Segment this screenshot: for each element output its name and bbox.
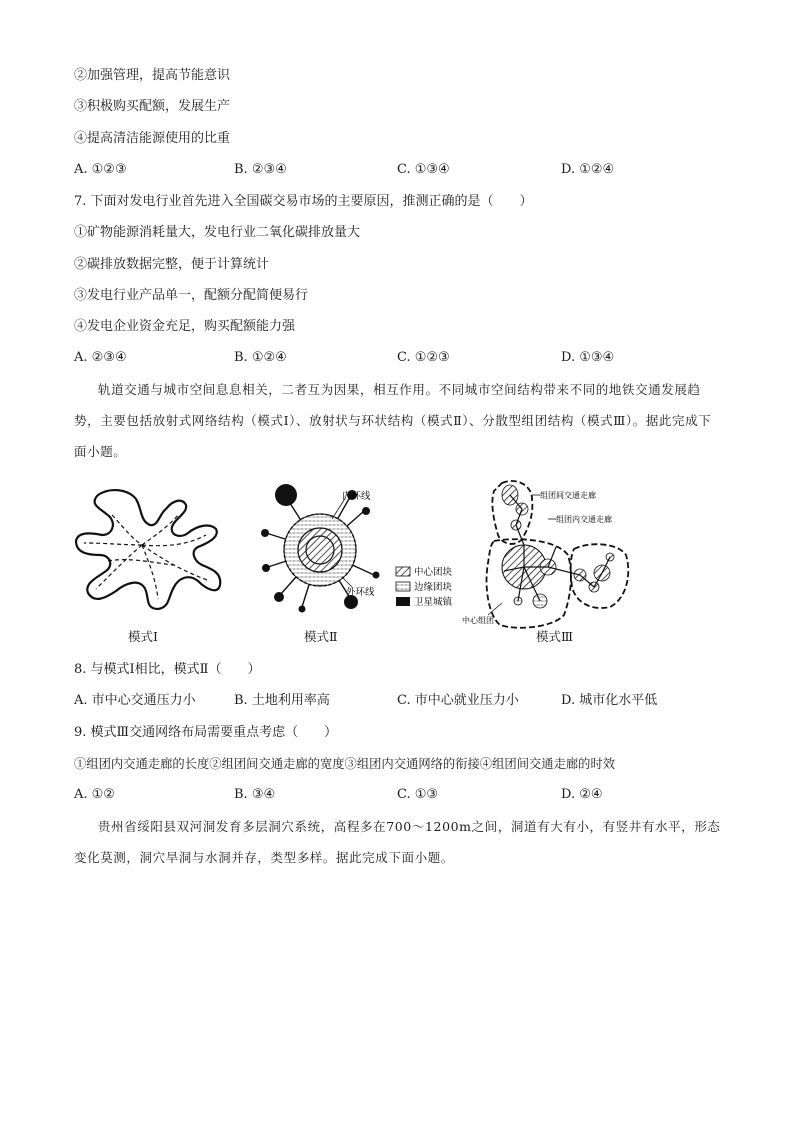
model-3-diagram <box>462 481 628 628</box>
q6-item-4: ④提高清洁能源使用的比重 <box>74 131 231 146</box>
q9-items: ①组团内交通走廊的长度②组团间交通走廊的宽度③组团内交通网络的衔接④组团间交通走廊的时效 <box>74 757 616 771</box>
between-cluster-corridor-label: 组团间交通走廊 <box>540 491 596 500</box>
legend-satellite-town: 卫星城镇 <box>414 597 453 608</box>
outer-ring-label: 外环线 <box>346 587 375 598</box>
inner-ring-label: 内环线 <box>342 491 371 502</box>
caption-model-3: 模式Ⅲ <box>536 629 574 644</box>
q8-option-a[interactable]: A. 市中心交通压力小 <box>74 693 196 708</box>
q7-option-c[interactable]: C. ①②③ <box>397 350 450 365</box>
figure-legend <box>396 566 454 608</box>
within-cluster-corridor-label: 组团内交通走廊 <box>556 515 612 524</box>
q9-option-d[interactable]: D. ②④ <box>561 787 603 802</box>
central-cluster-label: 中心组团 <box>462 616 494 625</box>
model-2-diagram <box>261 484 380 613</box>
legend-edge-block: 边缘团块 <box>414 582 453 593</box>
q7-item-3: ③发电行业产品单一，配额分配简便易行 <box>74 288 309 303</box>
q6-option-c[interactable]: C. ①③④ <box>397 162 450 177</box>
q8-option-b[interactable]: B. 土地利用率高 <box>234 693 330 708</box>
q7-option-d[interactable]: D. ①③④ <box>561 350 615 365</box>
caption-model-2: 模式Ⅱ <box>304 629 338 644</box>
q9-option-b[interactable]: B. ③④ <box>234 787 276 802</box>
q6-option-b[interactable]: B. ②③④ <box>234 162 287 177</box>
q6-item-3: ③积极购买配额，发展生产 <box>74 99 231 114</box>
q7-item-4: ④发电企业资金充足，购买配额能力强 <box>74 319 296 334</box>
legend-center-block: 中心团块 <box>414 567 453 578</box>
q6-item-2: ②加强管理，提高节能意识 <box>74 68 231 83</box>
model-1-diagram <box>76 490 220 609</box>
q8-option-d[interactable]: D. 城市化水平低 <box>561 693 658 708</box>
q9-option-a[interactable]: A. ①② <box>74 787 115 802</box>
q7-item-1: ①矿物能源消耗量大，发电行业二氧化碳排放量大 <box>74 225 361 240</box>
q7-item-2: ②碳排放数据完整，便于计算统计 <box>74 257 270 272</box>
q9-option-c[interactable]: C. ①③ <box>397 787 439 802</box>
q8-stem: 8. 与模式Ⅰ相比，模式Ⅱ（ ） <box>74 662 261 677</box>
passage-cave: 贵州省绥阳县双河洞发育多层洞穴系统，高程多在700～1200m之间，洞道有大有小，有竖井有水平，形态变化莫测，洞穴旱洞与水洞并存，类型多样。据此完成下面小题。 <box>74 819 721 865</box>
q8-option-c[interactable]: C. 市中心就业压力小 <box>397 693 519 708</box>
q6-option-d[interactable]: D. ①②④ <box>561 162 615 177</box>
passage-rail-transit: 轨道交通与城市空间息息相关，二者互为因果，相互作用。不同城市空间结构带来不同的地铁交通发展趋势，主要包括放射式网络结构（模式Ⅰ）、放射状与环状结构（模式Ⅱ）、分散型组团结构（模式Ⅲ）。据此完成下面小题。 <box>74 382 712 459</box>
urban-structure-figure <box>70 475 720 655</box>
q7-stem: 7. 下面对发电行业首先进入全国碳交易市场的主要原因，推测正确的是（ ） <box>74 194 533 209</box>
q9-stem: 9. 模式Ⅲ交通网络布局需要重点考虑（ ） <box>74 725 338 740</box>
q7-option-a[interactable]: A. ②③④ <box>74 350 127 365</box>
q6-option-a[interactable]: A. ①②③ <box>74 162 127 177</box>
q7-option-b[interactable]: B. ①②④ <box>234 350 287 365</box>
figure-drawing <box>70 475 720 655</box>
caption-model-1: 模式Ⅰ <box>128 629 158 644</box>
